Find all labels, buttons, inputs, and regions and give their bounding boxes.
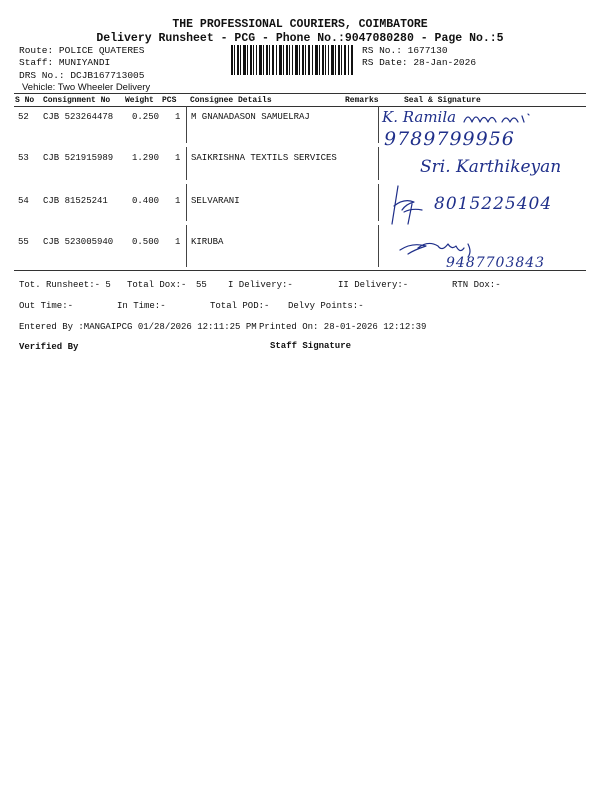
handwritten-name: Sri. Karthikeyan (420, 157, 562, 177)
total-pod-label: Total POD:- (210, 301, 270, 311)
table-header-rule (14, 106, 586, 107)
in-time-label: In Time:- (117, 301, 166, 311)
row-sno: 54 (18, 196, 29, 206)
barcode-image (231, 45, 355, 75)
vehicle-line (22, 82, 150, 93)
total-dox-value: 55 (196, 280, 207, 290)
rs-no-label: RS No.: (362, 45, 402, 56)
tot-runsheet-value: 5 (105, 280, 111, 290)
row-consignment: CJB 523005940 (43, 237, 114, 247)
row-consignee: SAIKRISHNA TEXTILS SERVICES (191, 153, 337, 163)
row-consignee: KIRUBA (191, 237, 224, 247)
row-weight: 0.400 (132, 196, 160, 206)
row-sno: 53 (18, 153, 29, 163)
col-pcs: PCS (162, 96, 177, 105)
company-title: THE PROFESSIONAL COURIERS, COIMBATORE (172, 18, 428, 31)
col-sno: S No (15, 96, 35, 105)
row-pcs: 1 (175, 112, 181, 122)
total-dox-label: Total Dox:- (127, 280, 187, 290)
i-delivery-label: I Delivery:- (228, 280, 293, 290)
handwritten-name: K. Ramila (382, 108, 457, 126)
delvy-points-label: Delvy Points:- (288, 301, 364, 311)
col-divider (378, 184, 379, 221)
col-divider (378, 106, 379, 143)
rs-no-value: 1677130 (407, 45, 448, 56)
col-remarks: Remarks (345, 96, 379, 105)
row-pcs: 1 (175, 196, 181, 206)
table-top-rule (14, 93, 586, 94)
tot-runsheet (19, 280, 111, 290)
rs-date-label: RS Date: (362, 57, 408, 68)
route-line (19, 45, 144, 56)
printed-on: Printed On: 28-01-2026 12:12:39 (259, 322, 427, 332)
entered-by: Entered By :MANGAIPCG 01/28/2026 12:11:25 PM (19, 322, 257, 332)
row-weight: 0.250 (132, 112, 160, 122)
staff-value: MUNIYANDI (58, 57, 111, 68)
rs-no-line (362, 45, 448, 56)
col-consignment: Consignment No (43, 96, 111, 105)
row-consignee: SELVARANI (191, 196, 240, 206)
route-label: Route: (19, 45, 54, 56)
drs-value: DCJB167713005 (70, 70, 145, 81)
row-consignment: CJB 521915989 (43, 153, 114, 163)
vehicle-value: Two Wheeler Delivery (57, 82, 151, 93)
rs-date-value: 28-Jan-2026 (413, 57, 477, 68)
row-weight: 0.500 (132, 237, 160, 247)
runsheet-subtitle: Delivery Runsheet - PCG - Phone No.:9047080280 - Page No.:5 (96, 32, 504, 45)
row-sno: 55 (18, 237, 29, 247)
row-pcs: 1 (175, 153, 181, 163)
vehicle-label: Vehicle: (22, 82, 56, 93)
col-divider (186, 225, 187, 267)
row-consignment: CJB 81525241 (43, 196, 108, 206)
drs-line (19, 70, 144, 81)
col-divider (378, 147, 379, 180)
col-divider (186, 147, 187, 180)
rs-date-line (362, 57, 476, 68)
verified-by: Verified By (19, 342, 79, 352)
row-pcs: 1 (175, 237, 181, 247)
staff-signature: Staff Signature (270, 341, 352, 351)
col-weight: Weight (125, 96, 154, 105)
staff-line (19, 57, 110, 68)
tot-runsheet-label: Tot. Runsheet:- (19, 280, 101, 290)
row-weight: 1.290 (132, 153, 160, 163)
row-sno: 52 (18, 112, 29, 122)
ii-delivery-label: II Delivery:- (338, 280, 409, 290)
drs-label: DRS No.: (19, 70, 65, 81)
col-seal-signature: Seal & Signature (404, 96, 481, 105)
row-consignment: CJB 523264478 (43, 112, 114, 122)
col-divider (186, 106, 187, 143)
staff-label: Staff: (19, 57, 54, 68)
signature-scribble (384, 184, 428, 228)
handwritten-phone: 8015225404 (434, 194, 553, 214)
col-divider (186, 184, 187, 221)
handwritten-phone: 9789799956 (384, 128, 515, 150)
row-consignee: M GNANADASON SAMUELRAJ (191, 112, 310, 122)
signature-scribble (462, 110, 532, 128)
col-divider (378, 225, 379, 267)
out-time-label: Out Time:- (19, 301, 74, 311)
col-consignee: Consignee Details (190, 96, 272, 105)
rtn-dox-label: RTN Dox:- (452, 280, 501, 290)
route-value: POLICE QUATERES (58, 45, 145, 56)
handwritten-phone: 9487703843 (446, 255, 546, 271)
